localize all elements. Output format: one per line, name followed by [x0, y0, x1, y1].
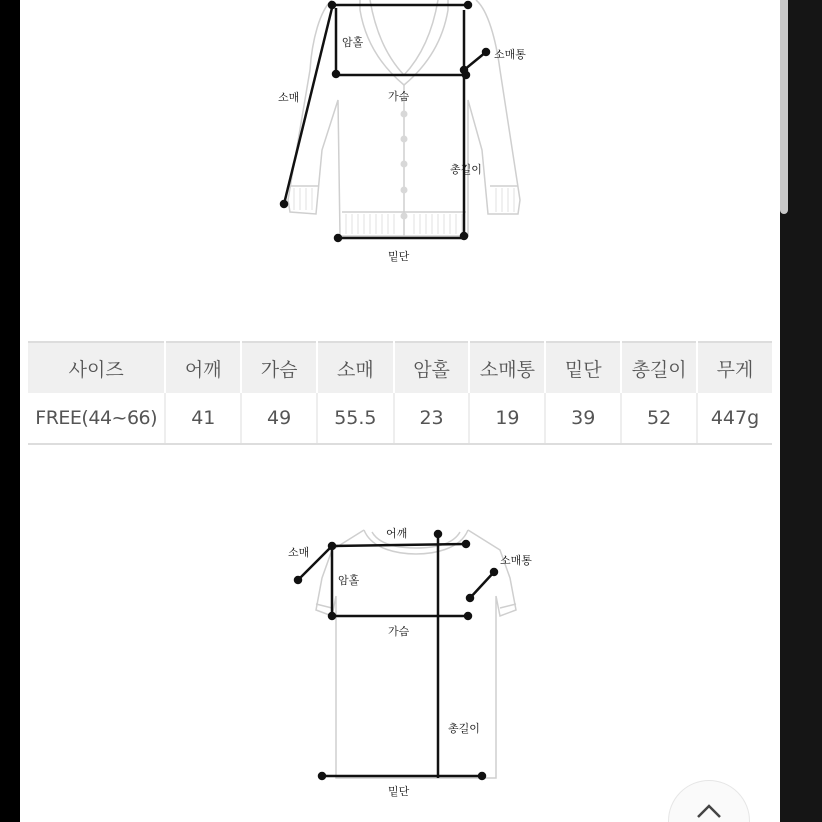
cardigan-label-sleeve-width: 소매통 [494, 48, 526, 61]
size-table-header: 암홀 [394, 342, 470, 393]
cardigan-label-sleeve: 소매 [278, 91, 300, 104]
tshirt-label-sleeve: 소매 [288, 546, 310, 559]
cardigan-diagram [20, 0, 780, 300]
size-table-header-row [28, 342, 772, 393]
tshirt-label-armhole: 암홀 [338, 574, 360, 587]
size-table-cell: 19 [469, 393, 545, 444]
size-table-header: 소매 [317, 342, 394, 393]
size-table [28, 341, 772, 445]
tshirt-label-hem: 밑단 [388, 785, 410, 798]
size-table-cell: 23 [394, 393, 470, 444]
tshirt-diagram [20, 492, 780, 822]
size-table-header: 가슴 [241, 342, 317, 393]
size-table-header: 소매통 [469, 342, 545, 393]
tshirt-label-shoulder: 어깨 [386, 527, 408, 540]
size-table-header: 총길이 [621, 342, 697, 393]
table-row [28, 393, 772, 444]
cardigan-label-total-length: 총길이 [450, 163, 482, 176]
size-table-cell: 39 [545, 393, 621, 444]
cardigan-label-chest: 가슴 [388, 90, 410, 103]
scrollbar-thumb[interactable] [780, 0, 788, 214]
size-table-header: 무게 [697, 342, 772, 393]
tshirt-label-sleeve-width: 소매통 [500, 554, 532, 567]
product-detail-page [20, 0, 780, 822]
size-table-cell: 52 [621, 393, 697, 444]
size-table-header: 밑단 [545, 342, 621, 393]
left-border [0, 0, 20, 822]
size-table-cell: 49 [241, 393, 317, 444]
cardigan-label-hem: 밑단 [388, 250, 410, 263]
size-table-cell: FREE(44~66) [28, 393, 165, 444]
tshirt-label-chest: 가슴 [388, 625, 410, 638]
size-table-header: 사이즈 [28, 342, 165, 393]
size-table-cell: 55.5 [317, 393, 394, 444]
cardigan-label-armhole: 암홀 [342, 36, 364, 49]
tshirt-label-total-length: 총길이 [448, 722, 480, 735]
size-table-header: 어깨 [165, 342, 241, 393]
chevron-up-icon [696, 803, 722, 819]
size-table-cell: 41 [165, 393, 241, 444]
size-table-cell: 447g [697, 393, 772, 444]
